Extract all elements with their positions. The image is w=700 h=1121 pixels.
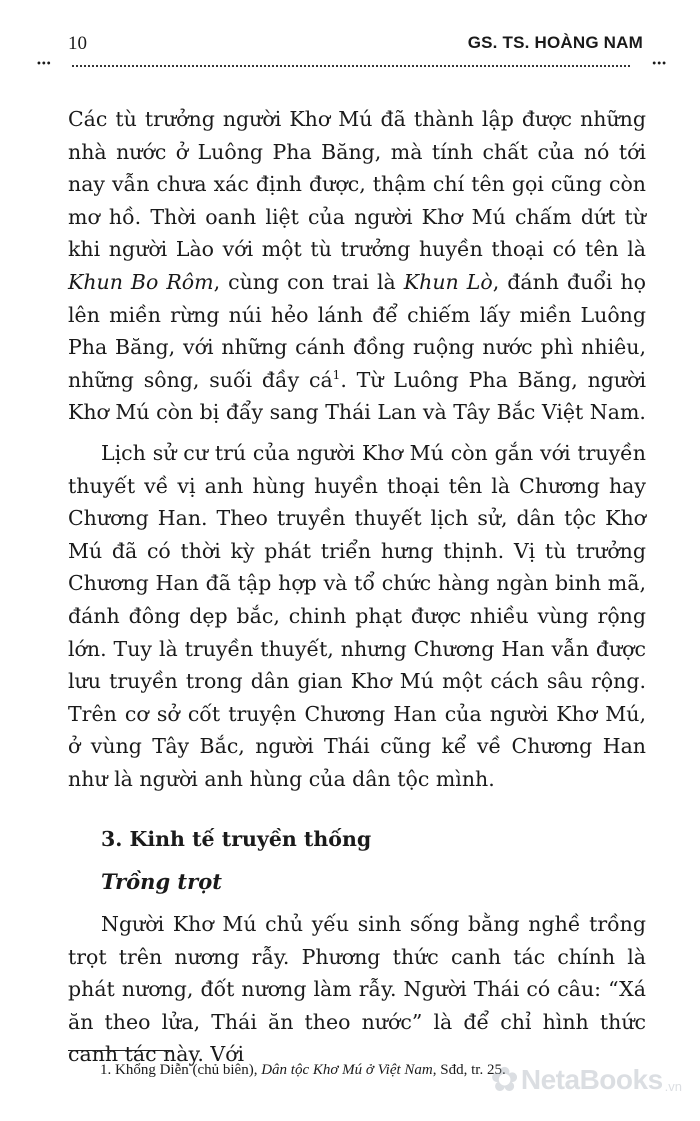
footnote-suffix: , Sđd, tr. 25. [432, 1062, 506, 1078]
paragraph-1 [68, 103, 646, 429]
footnote-ref[interactable]: 1 [332, 367, 341, 382]
body-section-1 [68, 103, 646, 803]
paragraph-3: Người Khơ Mú chủ yếu sinh sống bằng nghề trồng trọt trên nương rẫy. Phương thức canh tác chính là phát nương, đốt nương làm rẫy. Người Thái có câu: “Xá ăn theo lửa, Thái ăn theo nước” là để chỉ hình thức canh tác này. Với [68, 912, 646, 1067]
footnote-prefix: 1. Khổng Diễn (chủ biên), [100, 1062, 262, 1078]
header-bullets-left: ••• [36, 59, 51, 70]
paragraph-1-text-d: . Từ Luông Pha Băng, người Khơ Mú còn bị đẩy sang Thái Lan và Tây Bắc Việt Nam. [68, 367, 647, 425]
page-number: 10 [68, 33, 87, 54]
watermark-text: NetaBooks [520, 1064, 663, 1095]
subheading: Trồng trọt [101, 869, 222, 894]
body-section-2 [68, 908, 646, 1071]
watermark [490, 1060, 682, 1100]
watermark-tld: .vn [664, 1079, 682, 1094]
section-heading: 3. Kinh tế truyền thống [101, 827, 372, 851]
header-rule [36, 59, 666, 70]
paragraph-1-text-a: Các tù trưởng người Khơ Mú đã thành lập được những nhà nước ở Luông Pha Băng, mà tính chất của nó tới nay vẫn chưa xác định được, thậm chí tên gọi cũng còn mơ hồ. Thời oanh liệt của người Khơ Mú chấm dứt từ khi người Lào với một tù trưởng huyền thoại có tên là [68, 107, 646, 262]
footnote [100, 1062, 506, 1079]
paragraph-1-text-b: , cùng con trai là [213, 269, 404, 294]
dotted-line [72, 65, 630, 67]
paragraph-1-text-c: , đánh đuổi họ lên miền rừng núi hẻo lánh để chiếm lấy miền Luông Pha Băng, với những cánh đồng ruộng nước phì nhiêu, những sông, suối đầy cá [68, 269, 646, 392]
name-khun-bo-rom: Khun Bo Rôm [68, 269, 214, 294]
running-title: GS. TS. HOÀNG NAM [467, 33, 643, 52]
name-khun-lo: Khun Lò [403, 269, 493, 294]
footnote-rule [68, 1050, 173, 1051]
header-bullets-right: ••• [651, 59, 666, 70]
page-header [0, 0, 700, 80]
watermark-logo-icon: ✿ [490, 1061, 519, 1099]
footnote-title: Dân tộc Khơ Mú ở Việt Nam [261, 1062, 433, 1078]
paragraph-2: Lịch sử cư trú của người Khơ Mú còn gắn với truyền thuyết về vị anh hùng huyền thoại tên là Chương hay Chương Han. Theo truyền thuyết lịch sử, dân tộc Khơ Mú đã có thời kỳ phát triển hưng thịnh. Vị tù trưởng Chương Han đã tập hợp và tổ chức hàng ngàn binh mã, đánh đông dẹp bắc, chinh phạt được nhiều vùng rộng lớn. Tuy là truyền thuyết, nhưng Chương Han vẫn được lưu truyền trong dân gian Khơ Mú một cách sâu rộng. Trên cơ sở cốt truyện Chương Han của người Khơ Mú, ở vùng Tây Bắc, người Thái cũng kể về Chương Han như là người anh hùng của dân tộc mình. [68, 440, 646, 791]
